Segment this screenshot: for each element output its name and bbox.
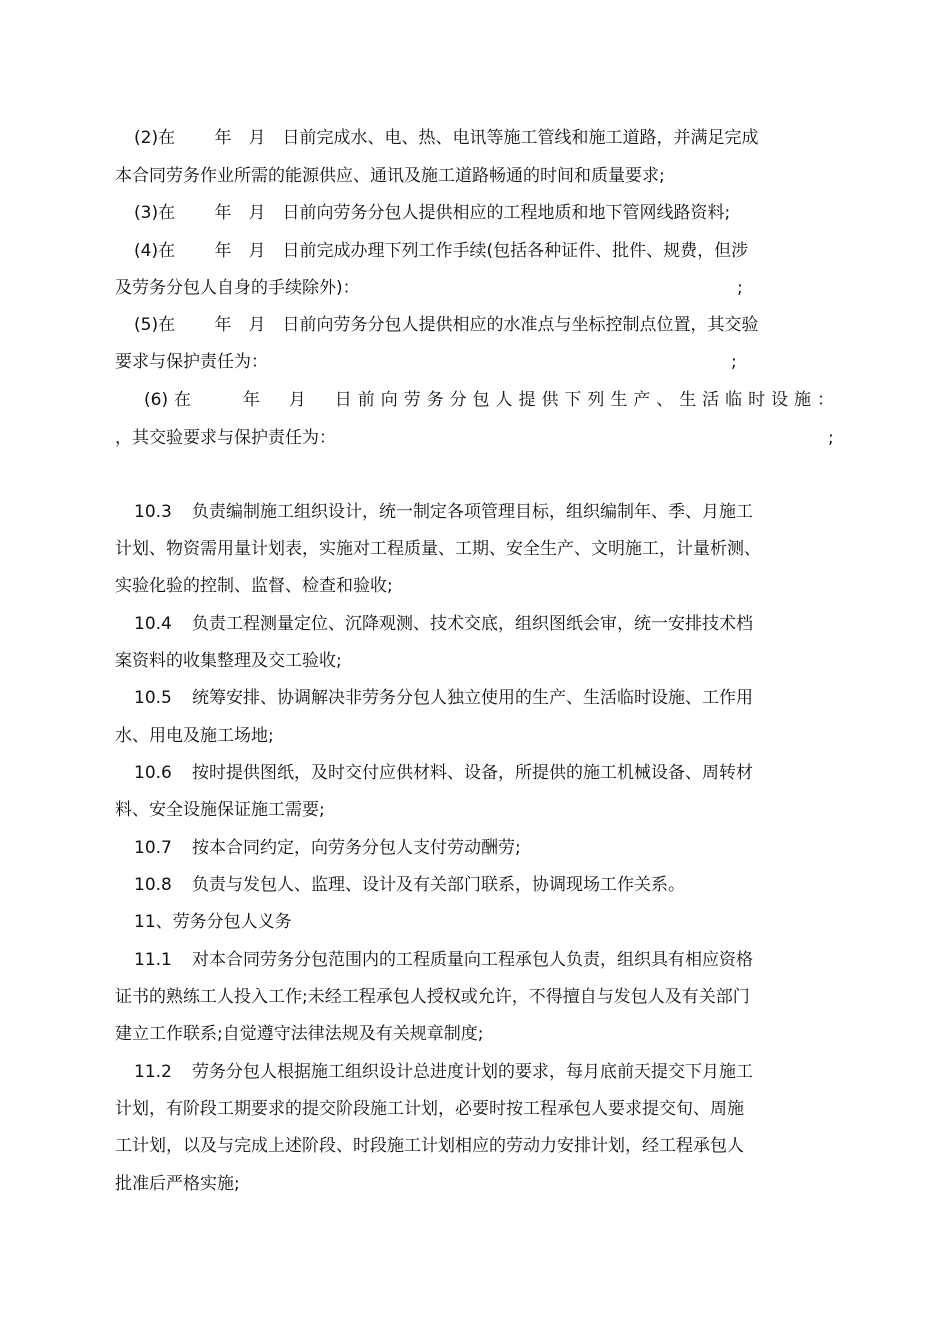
clause-11-2-line2: 计划，有阶段工期要求的提交阶段施工计划，必要时按工程承包人要求提交旬、周施 xyxy=(115,1099,744,1119)
clause-text: 按时提供图纸，及时交付应供材料、设备，所提供的施工机械设备、周转材 xyxy=(192,763,753,783)
clause-10-2-2-line2: 本合同劳务作业所需的能源供应、通讯及施工道路畅通的时间和质量要求; xyxy=(115,166,665,186)
blank-end-semicolon: ; xyxy=(737,278,743,298)
clause-text: 劳务分包人根据施工组织设计总进度计划的要求，每月底前天提交下月施工 xyxy=(192,1062,753,1082)
clause-number: 10.8 xyxy=(134,875,172,895)
clause-11-2-line4: 批准后严格实施; xyxy=(115,1174,240,1194)
clause-11-2-line3: 工计划，以及与完成上述阶段、时段施工计划相应的劳动力安排计划，经工程承包人 xyxy=(115,1136,744,1156)
clause-number: 10.4 xyxy=(134,614,172,634)
clause-10-7 xyxy=(134,836,874,860)
clause-10-8 xyxy=(134,873,874,897)
clause-10-2-3: (3)在 年 月 日前向劳务分包人提供相应的工程地质和地下管网线路资料; xyxy=(134,203,731,223)
clause-10-4-line2: 案资料的收集整理及交工验收; xyxy=(115,651,342,671)
clause-10-4-line1 xyxy=(134,612,874,636)
clause-number: 11.2 xyxy=(134,1062,172,1082)
clause-number: 10.3 xyxy=(134,502,172,522)
clause-11-1-line1 xyxy=(134,948,874,972)
clause-10-6-line1 xyxy=(134,761,874,785)
clause-11-1-line2: 证书的熟练工人投入工作;未经工程承包人授权或允许，不得擅自与发包人及有关部门 xyxy=(115,987,750,1007)
clause-10-3-line2: 计划、物资需用量计划表，实施对工程质量、工期、安全生产、文明施工，计量析测、 xyxy=(115,539,761,559)
section-11-heading: 11、劳务分包人义务 xyxy=(134,912,292,932)
clause-number: 10.5 xyxy=(134,688,172,708)
clause-11-2-line1 xyxy=(134,1060,874,1084)
blank-end-semicolon: ; xyxy=(828,428,834,448)
clause-10-2-5-line2: 要求与保护责任为： xyxy=(115,352,268,372)
clause-number: 11.1 xyxy=(134,950,172,970)
clause-text: 负责与发包人、监理、设计及有关部门联系，协调现场工作关系。 xyxy=(192,875,685,895)
clause-10-5-line2: 水、用电及施工场地; xyxy=(115,726,274,746)
clause-10-2-4-line2: 及劳务分包人自身的手续除外)： xyxy=(115,278,360,298)
blank-end-semicolon: ; xyxy=(731,352,737,372)
clause-10-2-6-line2: ，其交验要求与保护责任为： xyxy=(115,428,336,448)
clause-text: 负责编制施工组织设计，统一制定各项管理目标，组织编制年、季、月施工 xyxy=(192,502,753,522)
clause-text: 按本合同约定，向劳务分包人支付劳动酬劳; xyxy=(192,838,521,858)
clause-number: 10.7 xyxy=(134,838,172,858)
clause-10-3-line1 xyxy=(134,500,874,524)
clause-text: 负责工程测量定位、沉降观测、技术交底，组织图纸会审，统一安排技术档 xyxy=(192,614,753,634)
clause-11-1-line3: 建立工作联系;自觉遵守法律法规及有关规章制度; xyxy=(115,1024,484,1044)
clause-10-2-4-line1: (4)在 年 月 日前完成办理下列工作手续(包括各种证件、批件、规费，但涉 xyxy=(134,241,749,261)
clause-10-5-line1 xyxy=(134,686,874,710)
clause-10-2-5-line1: (5)在 年 月 日前向劳务分包人提供相应的水准点与坐标控制点位置，其交验 xyxy=(134,315,759,335)
clause-10-2-2-line1: (2)在 年 月 日前完成水、电、热、电讯等施工管线和施工道路，并满足完成 xyxy=(134,128,759,148)
clause-10-6-line2: 料、安全设施保证施工需要; xyxy=(115,800,325,820)
clause-text: 统筹安排、协调解决非劳务分包人独立使用的生产、生活临时设施、工作用 xyxy=(192,688,753,708)
clause-number: 10.6 xyxy=(134,763,172,783)
clause-10-3-line3: 实验化验的控制、监督、检查和验收; xyxy=(115,576,393,596)
clause-text: 对本合同劳务分包范围内的工程质量向工程承包人负责，组织具有相应资格 xyxy=(192,950,753,970)
clause-10-2-6-line1: (6)在 年 月 日前向劳务分包人提供下列生产、生活临时设施： xyxy=(144,390,834,410)
